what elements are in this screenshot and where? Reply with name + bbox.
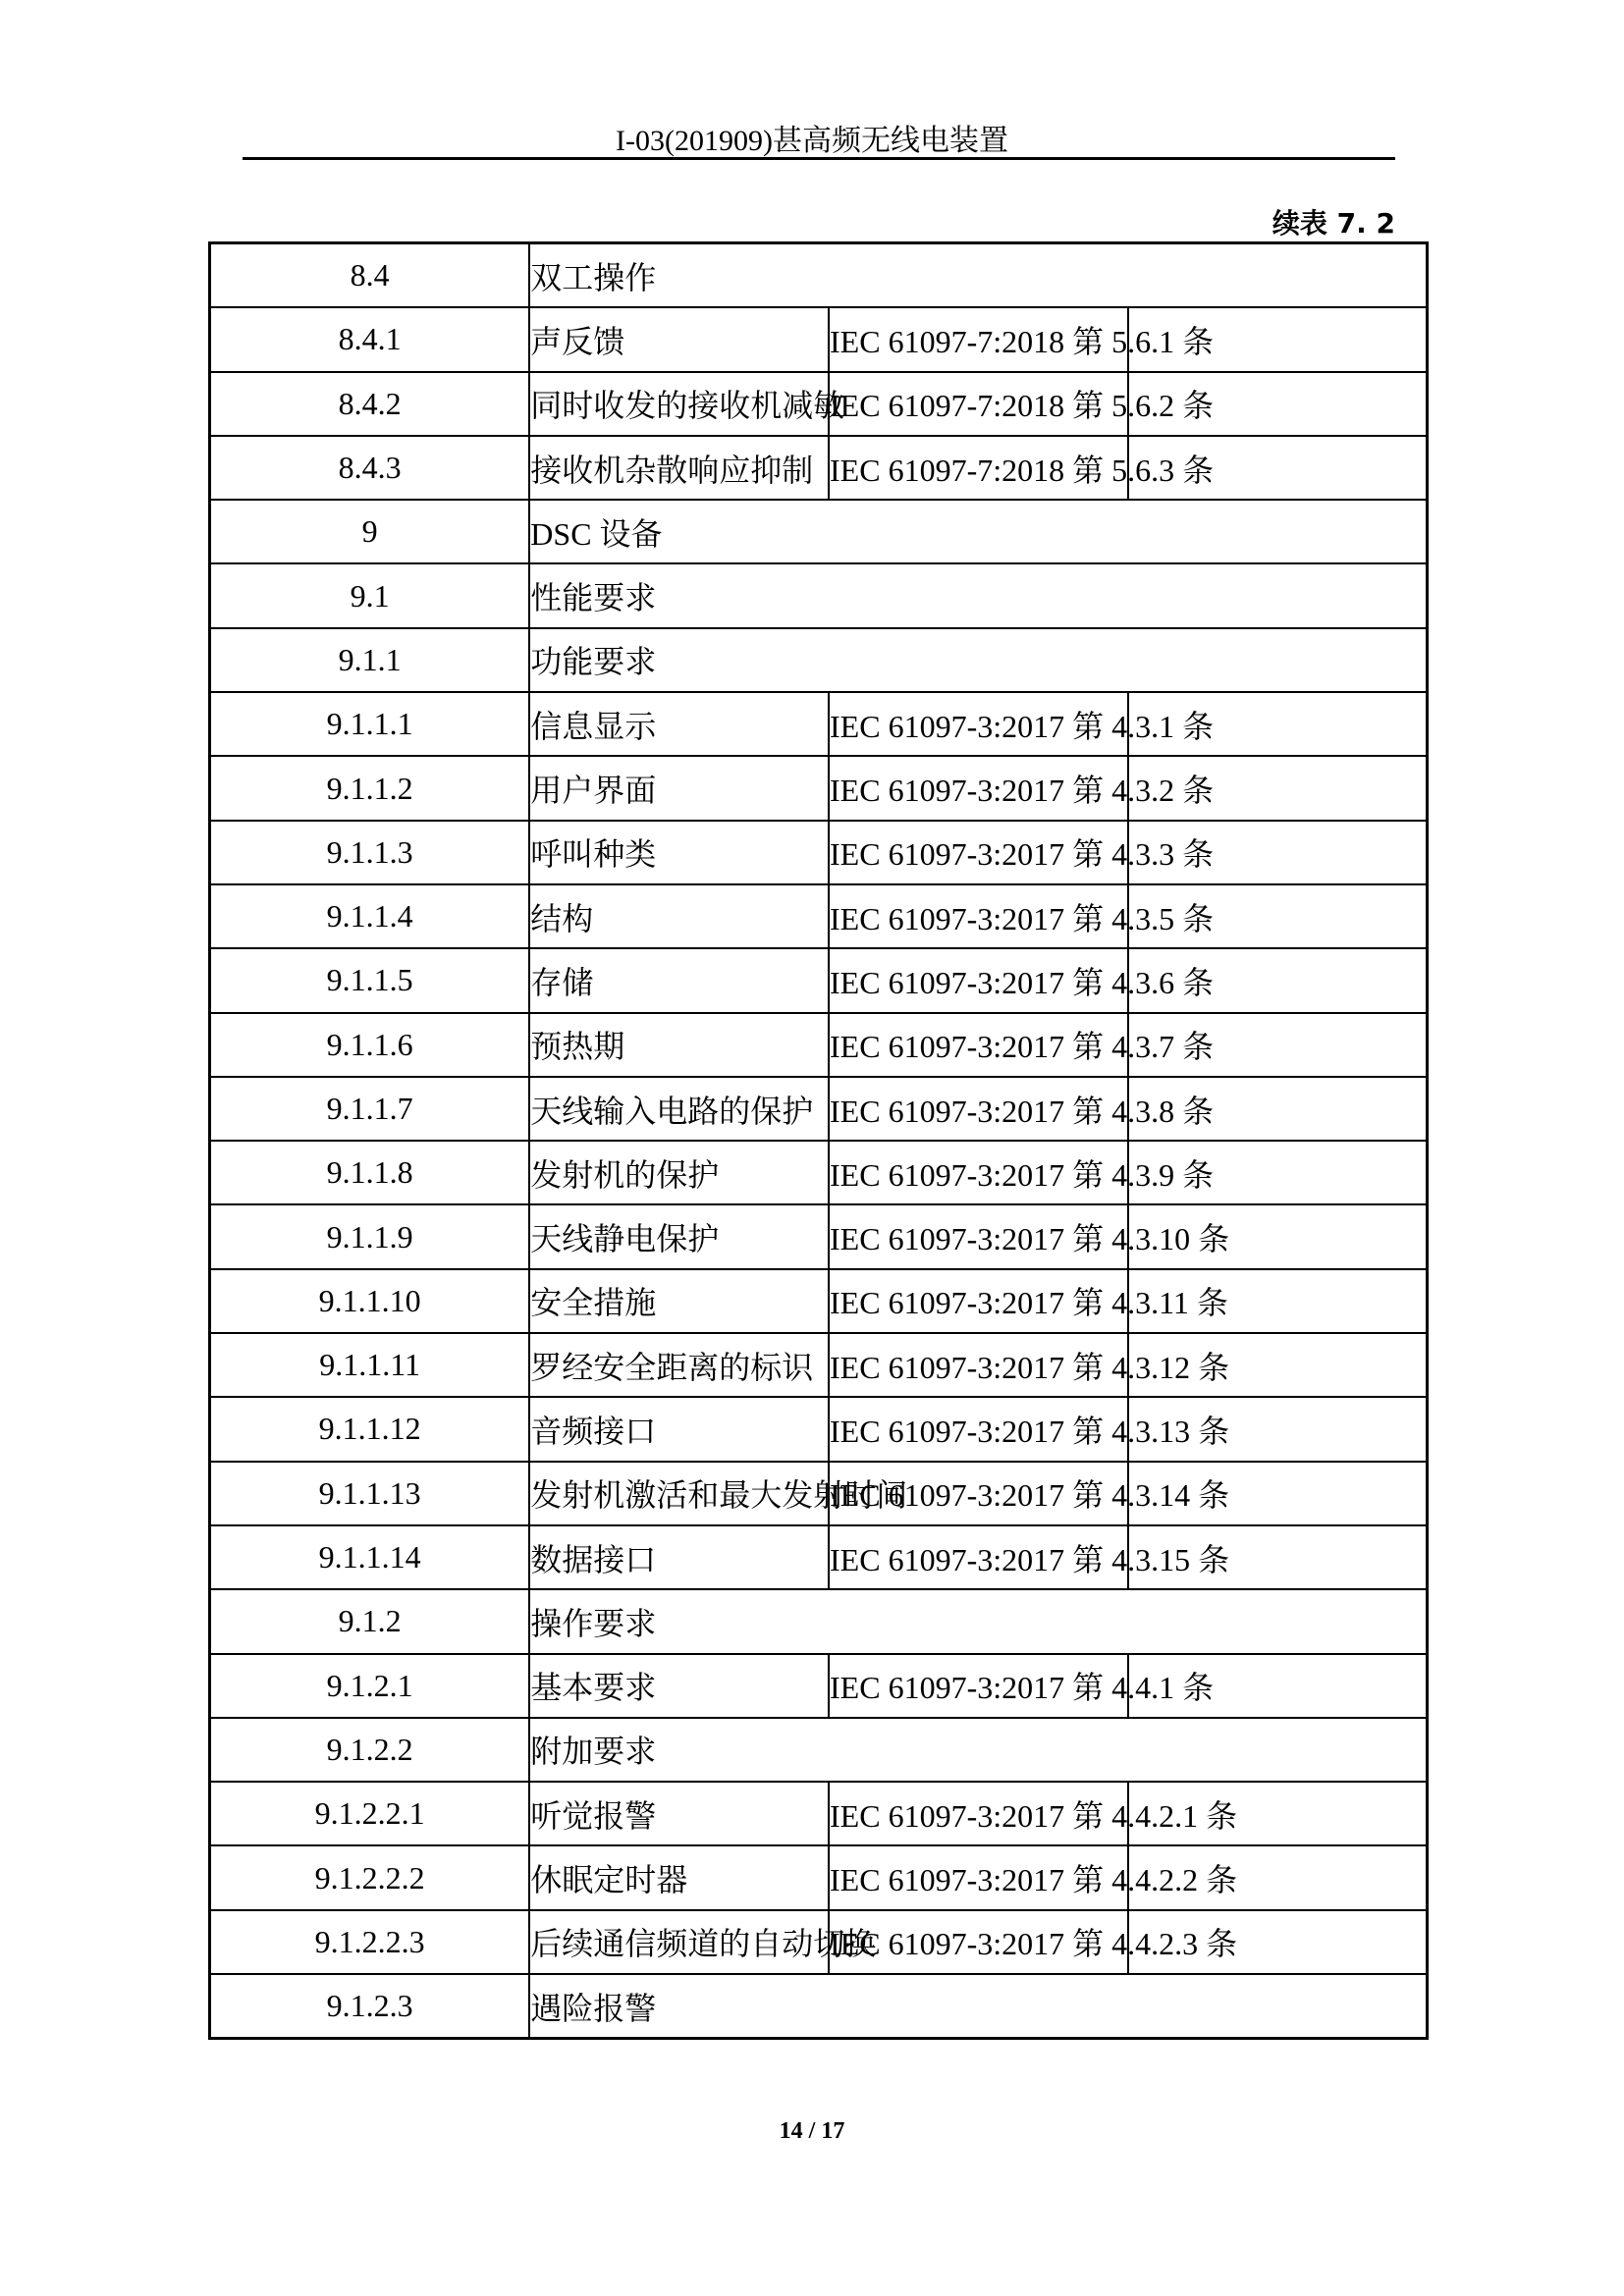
table-row — [210, 1589, 1428, 1653]
clause-number-cell: 8.4.1 — [210, 307, 530, 371]
clause-number-cell: 9.1.1.5 — [210, 948, 530, 1012]
clause-number-cell: 9.1.1.14 — [210, 1525, 530, 1589]
test-item-cell: 用户界面 — [529, 756, 829, 820]
test-item-cell: 呼叫种类 — [529, 821, 829, 884]
standard-reference-cell: IEC 61097-3:2017 第 4.4.1 条 — [829, 1654, 1128, 1718]
clause-number-cell: 9.1.2 — [210, 1589, 530, 1653]
test-item-cell: 存储 — [529, 948, 829, 1012]
clause-number-cell: 9.1 — [210, 563, 530, 627]
table-caption: 续表 7. 2 — [1272, 207, 1395, 240]
clause-number-cell: 9.1.2.2.1 — [210, 1782, 530, 1845]
section-heading-cell: 双工操作 — [529, 243, 1427, 308]
clause-number-cell: 9.1.2.1 — [210, 1654, 530, 1718]
test-item-cell: 基本要求 — [529, 1654, 829, 1718]
test-item-cell: 结构 — [529, 884, 829, 948]
test-item-cell: 天线输入电路的保护 — [529, 1077, 829, 1141]
section-heading-cell: 附加要求 — [529, 1718, 1427, 1782]
table-row — [210, 1525, 1428, 1589]
standard-reference-cell: IEC 61097-3:2017 第 4.3.1 条 — [829, 692, 1128, 756]
standard-reference-cell: IEC 61097-3:2017 第 4.3.8 条 — [829, 1077, 1128, 1141]
test-item-cell: 休眠定时器 — [529, 1845, 829, 1909]
clause-number-cell: 9 — [210, 500, 530, 563]
standard-reference-cell: IEC 61097-3:2017 第 4.3.3 条 — [829, 821, 1128, 884]
standard-reference-cell: IEC 61097-7:2018 第 5.6.1 条 — [829, 307, 1128, 371]
test-item-cell: 声反馈 — [529, 307, 829, 371]
table-row — [210, 1204, 1428, 1268]
clause-number-cell: 9.1.2.2 — [210, 1718, 530, 1782]
clause-number-cell: 9.1.1.12 — [210, 1397, 530, 1461]
clause-number-cell: 9.1.1.4 — [210, 884, 530, 948]
header-divider — [243, 157, 1395, 160]
clause-number-cell: 9.1.1.10 — [210, 1269, 530, 1333]
section-heading-cell: 遇险报警 — [529, 1974, 1427, 2039]
table-row — [210, 1782, 1428, 1845]
clause-number-cell: 9.1.2.2.2 — [210, 1845, 530, 1909]
table-row — [210, 1077, 1428, 1141]
standard-reference-cell: IEC 61097-3:2017 第 4.3.14 条 — [829, 1462, 1128, 1525]
document-header-title: I-03(201909)甚高频无线电装置 — [616, 125, 1008, 157]
table-row — [210, 1462, 1428, 1525]
test-item-cell: 数据接口 — [529, 1525, 829, 1589]
table-row — [210, 884, 1428, 948]
table-row — [210, 821, 1428, 884]
table-row — [210, 1910, 1428, 1974]
table-row — [210, 372, 1428, 436]
spec-table-body — [210, 243, 1428, 2039]
clause-number-cell: 8.4.2 — [210, 372, 530, 436]
test-item-cell: 后续通信频道的自动切换 — [529, 1910, 829, 1974]
table-row — [210, 628, 1428, 692]
standard-reference-cell: IEC 61097-3:2017 第 4.4.2.2 条 — [829, 1845, 1128, 1909]
clause-number-cell: 9.1.1.7 — [210, 1077, 530, 1141]
section-heading-cell: DSC 设备 — [529, 500, 1427, 563]
clause-number-cell: 9.1.1.3 — [210, 821, 530, 884]
test-item-cell: 天线静电保护 — [529, 1204, 829, 1268]
standard-reference-cell: IEC 61097-7:2018 第 5.6.2 条 — [829, 372, 1128, 436]
standard-reference-cell: IEC 61097-3:2017 第 4.4.2.1 条 — [829, 1782, 1128, 1845]
test-item-cell: 罗经安全距离的标识 — [529, 1333, 829, 1397]
test-item-cell: 预热期 — [529, 1013, 829, 1077]
standard-reference-cell: IEC 61097-3:2017 第 4.3.5 条 — [829, 884, 1128, 948]
section-heading-cell: 性能要求 — [529, 563, 1427, 627]
clause-number-cell: 9.1.1.13 — [210, 1462, 530, 1525]
standard-reference-cell: IEC 61097-3:2017 第 4.3.12 条 — [829, 1333, 1128, 1397]
table-row — [210, 500, 1428, 563]
standard-reference-cell: IEC 61097-3:2017 第 4.3.6 条 — [829, 948, 1128, 1012]
clause-number-cell: 9.1.1.2 — [210, 756, 530, 820]
test-item-cell: 发射机激活和最大发射时间 — [529, 1462, 829, 1525]
test-item-cell: 信息显示 — [529, 692, 829, 756]
clause-number-cell: 9.1.2.2.3 — [210, 1910, 530, 1974]
table-row — [210, 948, 1428, 1012]
table-row — [210, 1333, 1428, 1397]
table-row — [210, 563, 1428, 627]
table-row — [210, 1141, 1428, 1204]
spec-table — [208, 241, 1429, 2040]
standard-reference-cell: IEC 61097-3:2017 第 4.4.2.3 条 — [829, 1910, 1128, 1974]
clause-number-cell: 9.1.1.11 — [210, 1333, 530, 1397]
standard-reference-cell: IEC 61097-3:2017 第 4.3.7 条 — [829, 1013, 1128, 1077]
table-row — [210, 692, 1428, 756]
clause-number-cell: 9.1.1.6 — [210, 1013, 530, 1077]
clause-number-cell: 9.1.1.1 — [210, 692, 530, 756]
table-row — [210, 1269, 1428, 1333]
table-row — [210, 1845, 1428, 1909]
page-number: 14 / 17 — [779, 2118, 845, 2144]
test-item-cell: 接收机杂散响应抑制 — [529, 436, 829, 500]
test-item-cell: 发射机的保护 — [529, 1141, 829, 1204]
table-row — [210, 243, 1428, 308]
standard-reference-cell: IEC 61097-3:2017 第 4.3.9 条 — [829, 1141, 1128, 1204]
standard-reference-cell: IEC 61097-3:2017 第 4.3.13 条 — [829, 1397, 1128, 1461]
section-heading-cell: 操作要求 — [529, 1589, 1427, 1653]
table-row — [210, 1013, 1428, 1077]
table-row — [210, 307, 1428, 371]
table-row — [210, 1397, 1428, 1461]
test-item-cell: 音频接口 — [529, 1397, 829, 1461]
standard-reference-cell: IEC 61097-7:2018 第 5.6.3 条 — [829, 436, 1128, 500]
table-row — [210, 756, 1428, 820]
clause-number-cell: 9.1.1.9 — [210, 1204, 530, 1268]
section-heading-cell: 功能要求 — [529, 628, 1427, 692]
table-row — [210, 1654, 1428, 1718]
standard-reference-cell: IEC 61097-3:2017 第 4.3.11 条 — [829, 1269, 1128, 1333]
table-row — [210, 436, 1428, 500]
test-item-cell: 安全措施 — [529, 1269, 829, 1333]
clause-number-cell: 9.1.2.3 — [210, 1974, 530, 2039]
test-item-cell: 同时收发的接收机减敏 — [529, 372, 829, 436]
standard-reference-cell: IEC 61097-3:2017 第 4.3.2 条 — [829, 756, 1128, 820]
clause-number-cell: 8.4.3 — [210, 436, 530, 500]
clause-number-cell: 9.1.1.8 — [210, 1141, 530, 1204]
clause-number-cell: 9.1.1 — [210, 628, 530, 692]
table-row — [210, 1718, 1428, 1782]
test-item-cell: 听觉报警 — [529, 1782, 829, 1845]
table-row — [210, 1974, 1428, 2039]
standard-reference-cell: IEC 61097-3:2017 第 4.3.10 条 — [829, 1204, 1128, 1268]
clause-number-cell: 8.4 — [210, 243, 530, 308]
standard-reference-cell: IEC 61097-3:2017 第 4.3.15 条 — [829, 1525, 1128, 1589]
